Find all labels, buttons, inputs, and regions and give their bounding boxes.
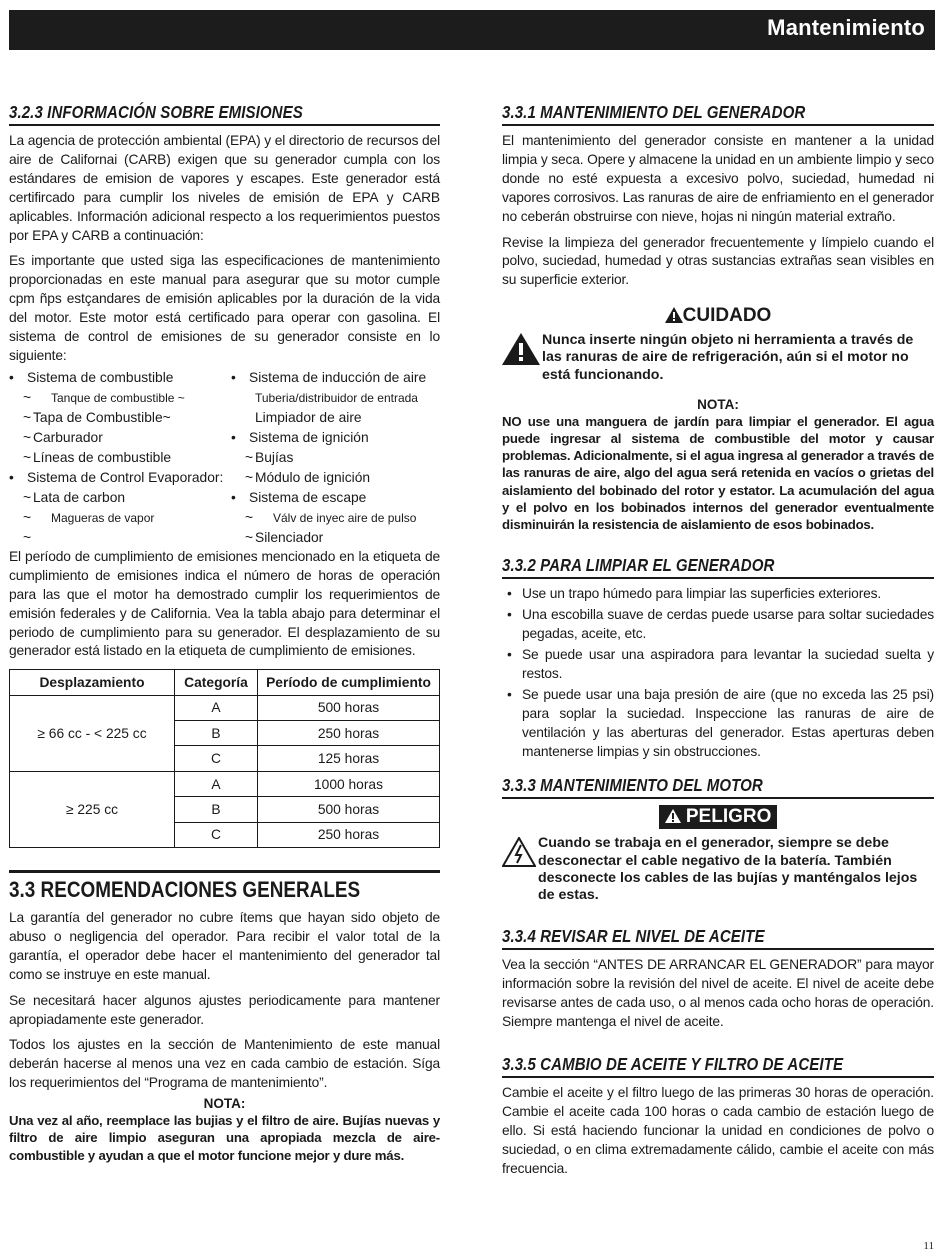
- list-item-label: Sistema de combustible: [27, 369, 174, 385]
- list-item-label: Tuberia/distribuidor de entrada: [255, 390, 418, 405]
- list-item: • Se puede usar una aspiradora para levantar la suciedad suelta y restos.: [502, 646, 934, 684]
- list-item-label: Bujías: [255, 449, 294, 465]
- list-item: [231, 428, 426, 448]
- list-item: [9, 408, 223, 428]
- left-column: [9, 100, 440, 1164]
- table-cell: A: [175, 695, 258, 720]
- section-3-3-2-heading: [502, 553, 934, 579]
- list-item: [231, 448, 426, 468]
- right-column: [502, 100, 934, 1185]
- list-item: [231, 488, 426, 508]
- page-section-title: Mantenimiento: [767, 15, 925, 40]
- tilde-marker: ~: [23, 409, 32, 425]
- list-item-label: Lata de carbon: [33, 489, 126, 505]
- table-cell: C: [175, 746, 258, 771]
- note-body: NO use una manguera de jardín para limpiar el generador. El agua puede ingresar al sistema de combustible del motor y causar problemas. Adicionalmente, si el agua ingresa al generador a través de las ranuras de aire, algo del agua será retenida en vacíos o grietas del aislamiento del bobinado del rotor y estator. La acumulación del agua y el polvo en los bobinados internos del generador eventualmente disminuirán la resistencia de aislamiento de esos bobinados.: [502, 413, 934, 533]
- caution-block: [502, 332, 934, 384]
- list-item-label: Tanque de combustible ~: [51, 390, 185, 405]
- tilde-marker: ~: [245, 529, 254, 545]
- section-3-3-5-heading: [502, 1052, 934, 1078]
- emissions-paragraph-3: El período de cumplimiento de emisiones mencionado en la etiqueta de cumplimiento de emisiones indica el número de horas de operación para las que el motor ha demostrado cumplir los requerimientos de emisión federales y de California. Vea la tabla abajo para determinar el periodo de cumplimiento para su generador. El desplazamiento de su generador está listado en la etiqueta de cumplimiento de emisiones.: [9, 548, 440, 659]
- list-item: [231, 388, 426, 408]
- section-3-3-heading: [9, 870, 440, 905]
- table-cell-displacement: ≥ 66 cc - < 225 cc: [10, 695, 175, 771]
- emissions-paragraph-1: La agencia de protección ambiental (EPA) y el directorio de recursos del aire de Californai (CARB) exigen que su generador cumpla con los estándares de emision de vapores y escapes. Este generador está certifircado para cumplir los niveles de emisión de EPA y CARB aplicables. Información adicional respecto a los requerimientos puestos por EPA y CARB a continuación:: [9, 133, 440, 243]
- list-item-label: Sistema de Control Evaporador:: [27, 469, 224, 485]
- tilde-marker: ~: [23, 389, 32, 405]
- section-3-3-4-heading: [502, 924, 934, 950]
- compliance-period-table: [9, 669, 440, 848]
- table-row: [10, 695, 440, 720]
- danger-heading: [502, 805, 934, 829]
- table-header: Desplazamiento: [10, 670, 175, 695]
- list-item: [9, 488, 223, 508]
- note-title: NOTA:: [203, 1096, 246, 1112]
- section-title: 3.3.3 MANTENIMIENTO DEL MOTOR: [502, 775, 763, 796]
- section-title: 3.2.3 INFORMACIÓN SOBRE EMISIONES: [9, 102, 303, 122]
- emission-components-list: [9, 368, 440, 548]
- list-item-label: Limpiador de aire: [255, 409, 362, 425]
- components-left-column: [9, 368, 223, 548]
- tilde-marker: ~: [23, 429, 32, 445]
- table-cell: 125 horas: [258, 746, 440, 771]
- oil-change-paragraph: Cambie el aceite y el filtro luego de las primeras 30 horas de operación. Cambie el aceite cada 100 horas o cada cambio de estación luego de ello. Si está haciendo funcionar la unidad en condiciones de polvo o suciedad, o en clima extremadamente cálido, cambie el aceite con más frecuencia.: [502, 1084, 934, 1176]
- danger-block: [502, 835, 934, 904]
- section-3-3-3-heading: [502, 773, 934, 799]
- table-header: Período de cumplimiento: [258, 670, 440, 695]
- table-header-row: [10, 670, 440, 695]
- list-item-label: Magueras de vapor: [51, 510, 155, 525]
- page-number: 11: [923, 1240, 934, 1252]
- danger-label: PELIGRO: [685, 806, 772, 828]
- tilde-marker: ~: [245, 449, 254, 465]
- tilde-marker: ~: [23, 529, 32, 545]
- list-item-label: Carburador: [33, 429, 103, 445]
- table-cell: B: [175, 797, 258, 822]
- danger-text: Cuando se trabaja en el generador, siempre se debe desconectar el cable negativo de la batería. También desconecte los cables de las bujías y manténgalos lejos de estas.: [538, 835, 918, 904]
- table-row: [10, 771, 440, 796]
- cleaning-steps-list: [502, 585, 934, 761]
- note-body: Una vez al año, reemplace las bujias y el filtro de aire. Bujías nuevas y filtro de aire limpio aseguran una apropiada mezcla de aire-combustible y ayudan a que el motor funcione mejor y dure más.: [9, 1113, 440, 1163]
- table-cell: 1000 horas: [258, 771, 440, 796]
- tilde-marker: ~: [23, 449, 32, 465]
- table-cell: 250 horas: [258, 822, 440, 847]
- oil-level-paragraph: Vea la sección “ANTES DE ARRANCAR EL GENERADOR” para mayor información sobre la revisión del nivel de aceite. El nivel de aceite debe revisarse antes de cada uso, o al menos cada ocho horas de operación. Siempre mantenga el nivel de aceite.: [502, 957, 934, 1029]
- table-cell: A: [175, 771, 258, 796]
- warning-triangle-icon: [502, 333, 540, 365]
- table-cell: C: [175, 822, 258, 847]
- tilde-marker: ~: [245, 509, 254, 525]
- list-item-label: Tapa de Combustible~: [33, 409, 171, 425]
- table-cell-displacement: ≥ 225 cc: [10, 771, 175, 847]
- caution-heading: [502, 304, 934, 328]
- list-item: [9, 468, 223, 488]
- list-item: [231, 508, 426, 528]
- components-right-column: [231, 368, 426, 548]
- section-3-3-1-heading: [502, 100, 934, 126]
- tilde-marker: ~: [245, 469, 254, 485]
- header-bar: [9, 10, 935, 50]
- list-item-label: Módulo de ignición: [255, 469, 371, 485]
- table-header: Categoría: [175, 670, 258, 695]
- list-item: [231, 528, 426, 548]
- danger-badge: [659, 805, 778, 829]
- table-cell: 500 horas: [258, 797, 440, 822]
- caution-text: Nunca inserte ningún objeto ni herramienta a través de las ranuras de aire de refrigeración, aún si el motor no está funcionando.: [542, 332, 914, 383]
- general-paragraph-3: Todos los ajustes en la sección de Mantenimiento de este manual deberán hacerse al menos una vez en cada cambio de estación. Síga los requerimientos del “Programa de mantenimiento”.: [9, 1037, 440, 1091]
- table-cell: 250 horas: [258, 721, 440, 746]
- list-item-label: Sistema de ignición: [249, 429, 369, 445]
- tilde-marker: ~: [23, 509, 32, 525]
- generator-maintenance-paragraph-1: El mantenimiento del generador consiste en mantener a la unidad limpia y seca. Opere y almacene la unidad en un ambiente limpio y seco donde no esté expuesta a excesivo polvo, suciedad, humedad ni vapores corrosivos. Las ranuras de aire de enfriamiento en el generador no ceberán obstruirse con nieve, hojas ni ningún material extraño.: [502, 133, 935, 224]
- list-item: [9, 508, 223, 528]
- tilde-marker: ~: [23, 489, 32, 505]
- warning-triangle-icon: [665, 307, 683, 323]
- section-title: 3.3.2 PARA LIMPIAR EL GENERADOR: [502, 555, 775, 576]
- caution-label: CUIDADO: [682, 305, 772, 327]
- list-item: • Una escobilla suave de cerdas puede usarse para soltar suciedades pegadas, aceite, etc.: [502, 606, 934, 644]
- section-title: 3.3.5 CAMBIO DE ACEITE Y FILTRO DE ACEITE: [502, 1053, 844, 1074]
- list-item: [231, 468, 426, 488]
- list-item: [9, 368, 223, 388]
- table-cell: B: [175, 721, 258, 746]
- section-title: 3.3 RECOMENDACIONES GENERALES: [9, 877, 361, 903]
- section-title: 3.3.4 REVISAR EL NIVEL DE ACEITE: [502, 926, 765, 947]
- general-paragraph-1: La garantía del generador no cubre ítems que hayan sido objeto de abuso o negligencia del operador. Para recibir el valor total de la garantía, el operador debe hacer el mantenimiento del generador tal como se instruye en este manual.: [9, 910, 440, 982]
- general-paragraph-2: Se necesitará hacer algunos ajustes periodicamente para mantener apropiadamente este generador.: [9, 992, 440, 1027]
- note-title: NOTA:: [697, 396, 739, 412]
- warning-triangle-icon: [665, 809, 681, 823]
- section-title: 3.3.1 MANTENIMIENTO DEL GENERADOR: [502, 102, 806, 122]
- list-item-label: [31, 530, 33, 545]
- table-cell: 500 horas: [258, 695, 440, 720]
- list-item: [231, 368, 426, 388]
- list-item-label: Silenciador: [255, 529, 324, 545]
- list-item-label: Sistema de escape: [249, 489, 367, 505]
- list-item: [231, 408, 426, 428]
- list-item: [9, 388, 223, 408]
- list-item: • Se puede usar una baja presión de aire (que no exceda las 25 psi) para soplar la suciedad. Inspeccione las ranuras de aire de ventilación y las aberturas del generador. Estas aperturas deben mantenerse limpias y sin obstrucciones.: [502, 686, 934, 762]
- list-item-label: Válv de inyec aire de pulso: [273, 510, 417, 525]
- list-item: [9, 428, 223, 448]
- list-item: [9, 528, 223, 548]
- list-item-label: Sistema de inducción de aire: [249, 369, 427, 385]
- list-item: • Use un trapo húmedo para limpiar las superficies exteriores.: [502, 585, 934, 604]
- generator-maintenance-paragraph-2: Revise la limpieza del generador frecuentemente y límpielo cuando el polvo, suciedad, humedad y otras sustancias extrañas sean visibles en su superficie exterior.: [502, 234, 934, 288]
- electrical-hazard-icon: [502, 837, 536, 867]
- list-item: [9, 448, 223, 468]
- list-item-label: Líneas de combustible: [33, 449, 172, 465]
- section-3-2-3-heading: [9, 100, 440, 126]
- emissions-paragraph-2: Es importante que usted siga las especificaciones de mantenimiento proporcionadas en este manual para asegurar que su motor cumple cpm ñps estçandares de emisión aplicables por la duración de la vida del motor. Este motor está certificado para operar con gasolina. El sistema de control de emisiones de su generador consiste en lo siguiente:: [9, 253, 440, 363]
